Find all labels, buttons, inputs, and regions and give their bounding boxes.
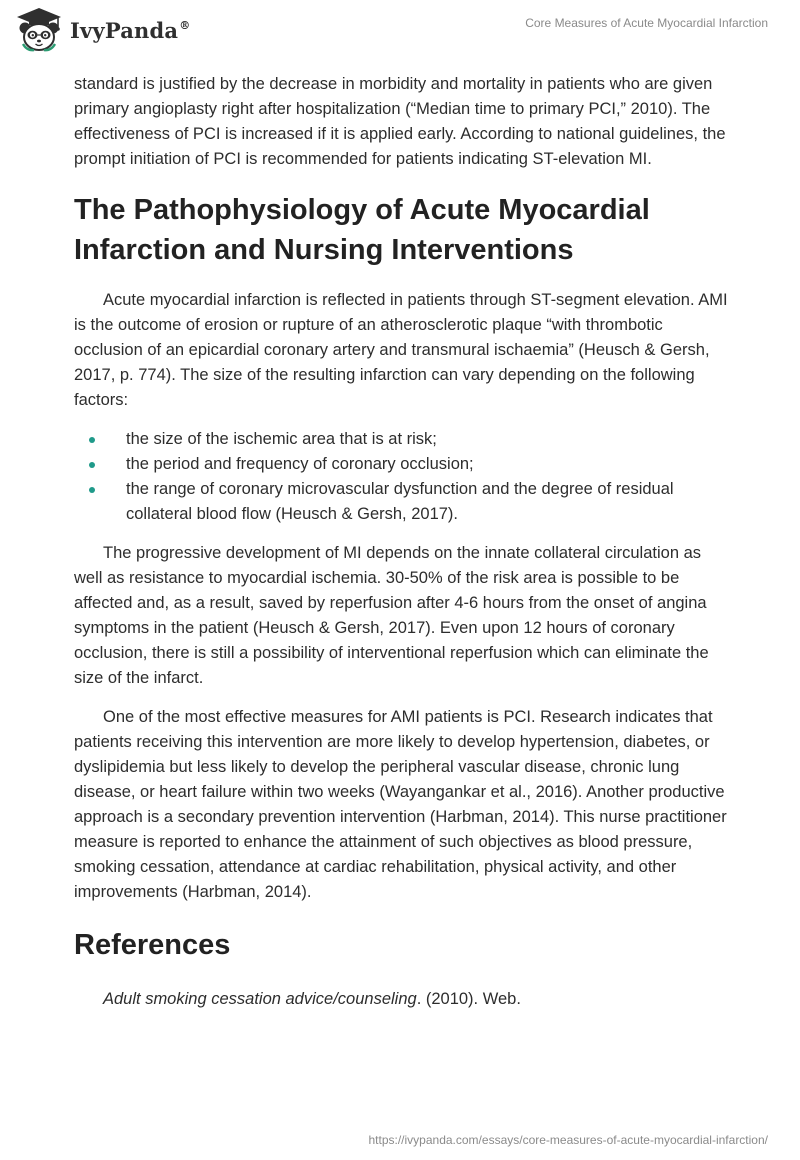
page-header — [0, 0, 800, 62]
bullet-dot-icon — [89, 462, 95, 468]
reference-title: Adult smoking cessation advice/counseling — [103, 990, 417, 1008]
bullet-dot-icon — [89, 437, 95, 443]
bullet-dot-icon — [89, 487, 95, 493]
list-item — [74, 477, 730, 527]
factors-list — [74, 427, 730, 527]
source-url[interactable]: https://ivypanda.com/essays/core-measures-of-acute-myocardial-infarction/ — [368, 1133, 768, 1147]
list-item-text: the period and frequency of coronary occlusion; — [126, 455, 474, 473]
logo-wordmark — [70, 18, 190, 43]
list-item-text: the range of coronary microvascular dysfunction and the degree of residual collateral blood flow (Heusch & Gersh, 2017). — [126, 480, 674, 523]
list-item-text: the size of the ischemic area that is at risk; — [126, 430, 437, 448]
logo-registered-mark: ® — [179, 18, 191, 32]
document-title: Core Measures of Acute Myocardial Infarction — [525, 16, 768, 30]
essay-content — [74, 72, 730, 1012]
logo-name: IvyPanda — [70, 17, 179, 43]
list-item — [74, 452, 730, 477]
body-paragraph: One of the most effective measures for AMI patients is PCI. Research indicates that patients receiving this intervention are more likely to develop hypertension, diabetes, or dyslipidemia but less likely to develop the peripheral vascular disease, chronic lung disease, or heart failure within two weeks (Wayangankar et al., 2016). Another productive approach is a secondary prevention intervention (Harbman, 2014). This nurse practitioner measure is reported to enhance the attainment of such objectives as blood pressure, smoking cessation, attendance at cardiac rehabilitation, physical activity, and other improvements (Harbman, 2014). — [74, 708, 727, 901]
reference-details: . (2010). Web. — [416, 990, 521, 1008]
list-item — [74, 427, 730, 452]
section-heading-pathophysiology: The Pathophysiology of Acute Myocardial Infarction and Nursing Interventions — [74, 194, 650, 266]
section-heading-references: References — [74, 929, 231, 961]
body-paragraph: The progressive development of MI depends on the innate collateral circulation as well as resistance to myocardial ischemia. 30-50% of the risk area is possible to be affected and, as a result, saved by reperfusion after 4-6 hours from the onset of angina symptoms in the patient (Heusch & Gersh, 2017). Even upon 12 hours of coronary occlusion, there is still a possibility of interventional reperfusion which can eliminate the size of the infarct. — [74, 544, 709, 687]
ivypanda-logo[interactable] — [14, 6, 190, 54]
reference-entry — [74, 987, 730, 1012]
panda-graduate-icon — [14, 6, 64, 54]
body-paragraph: Acute myocardial infarction is reflected in patients through ST-segment elevation. AMI is the outcome of erosion or rupture of an atherosclerotic plaque “with thrombotic occlusion of an epicardial coronary artery and transmural ischaemia” (Heusch & Gersh, 2017, p. 774). The size of the resulting infarction can vary depending on the following factors: — [74, 291, 728, 409]
intro-paragraph: standard is justified by the decrease in morbidity and mortality in patients who are given primary angioplasty right after hospitalization (“Median time to primary PCI,” 2010). The effectiveness of PCI is increased if it is applied early. According to national guidelines, the prompt initiation of PCI is recommended for patients indicating ST-elevation MI. — [74, 75, 726, 168]
